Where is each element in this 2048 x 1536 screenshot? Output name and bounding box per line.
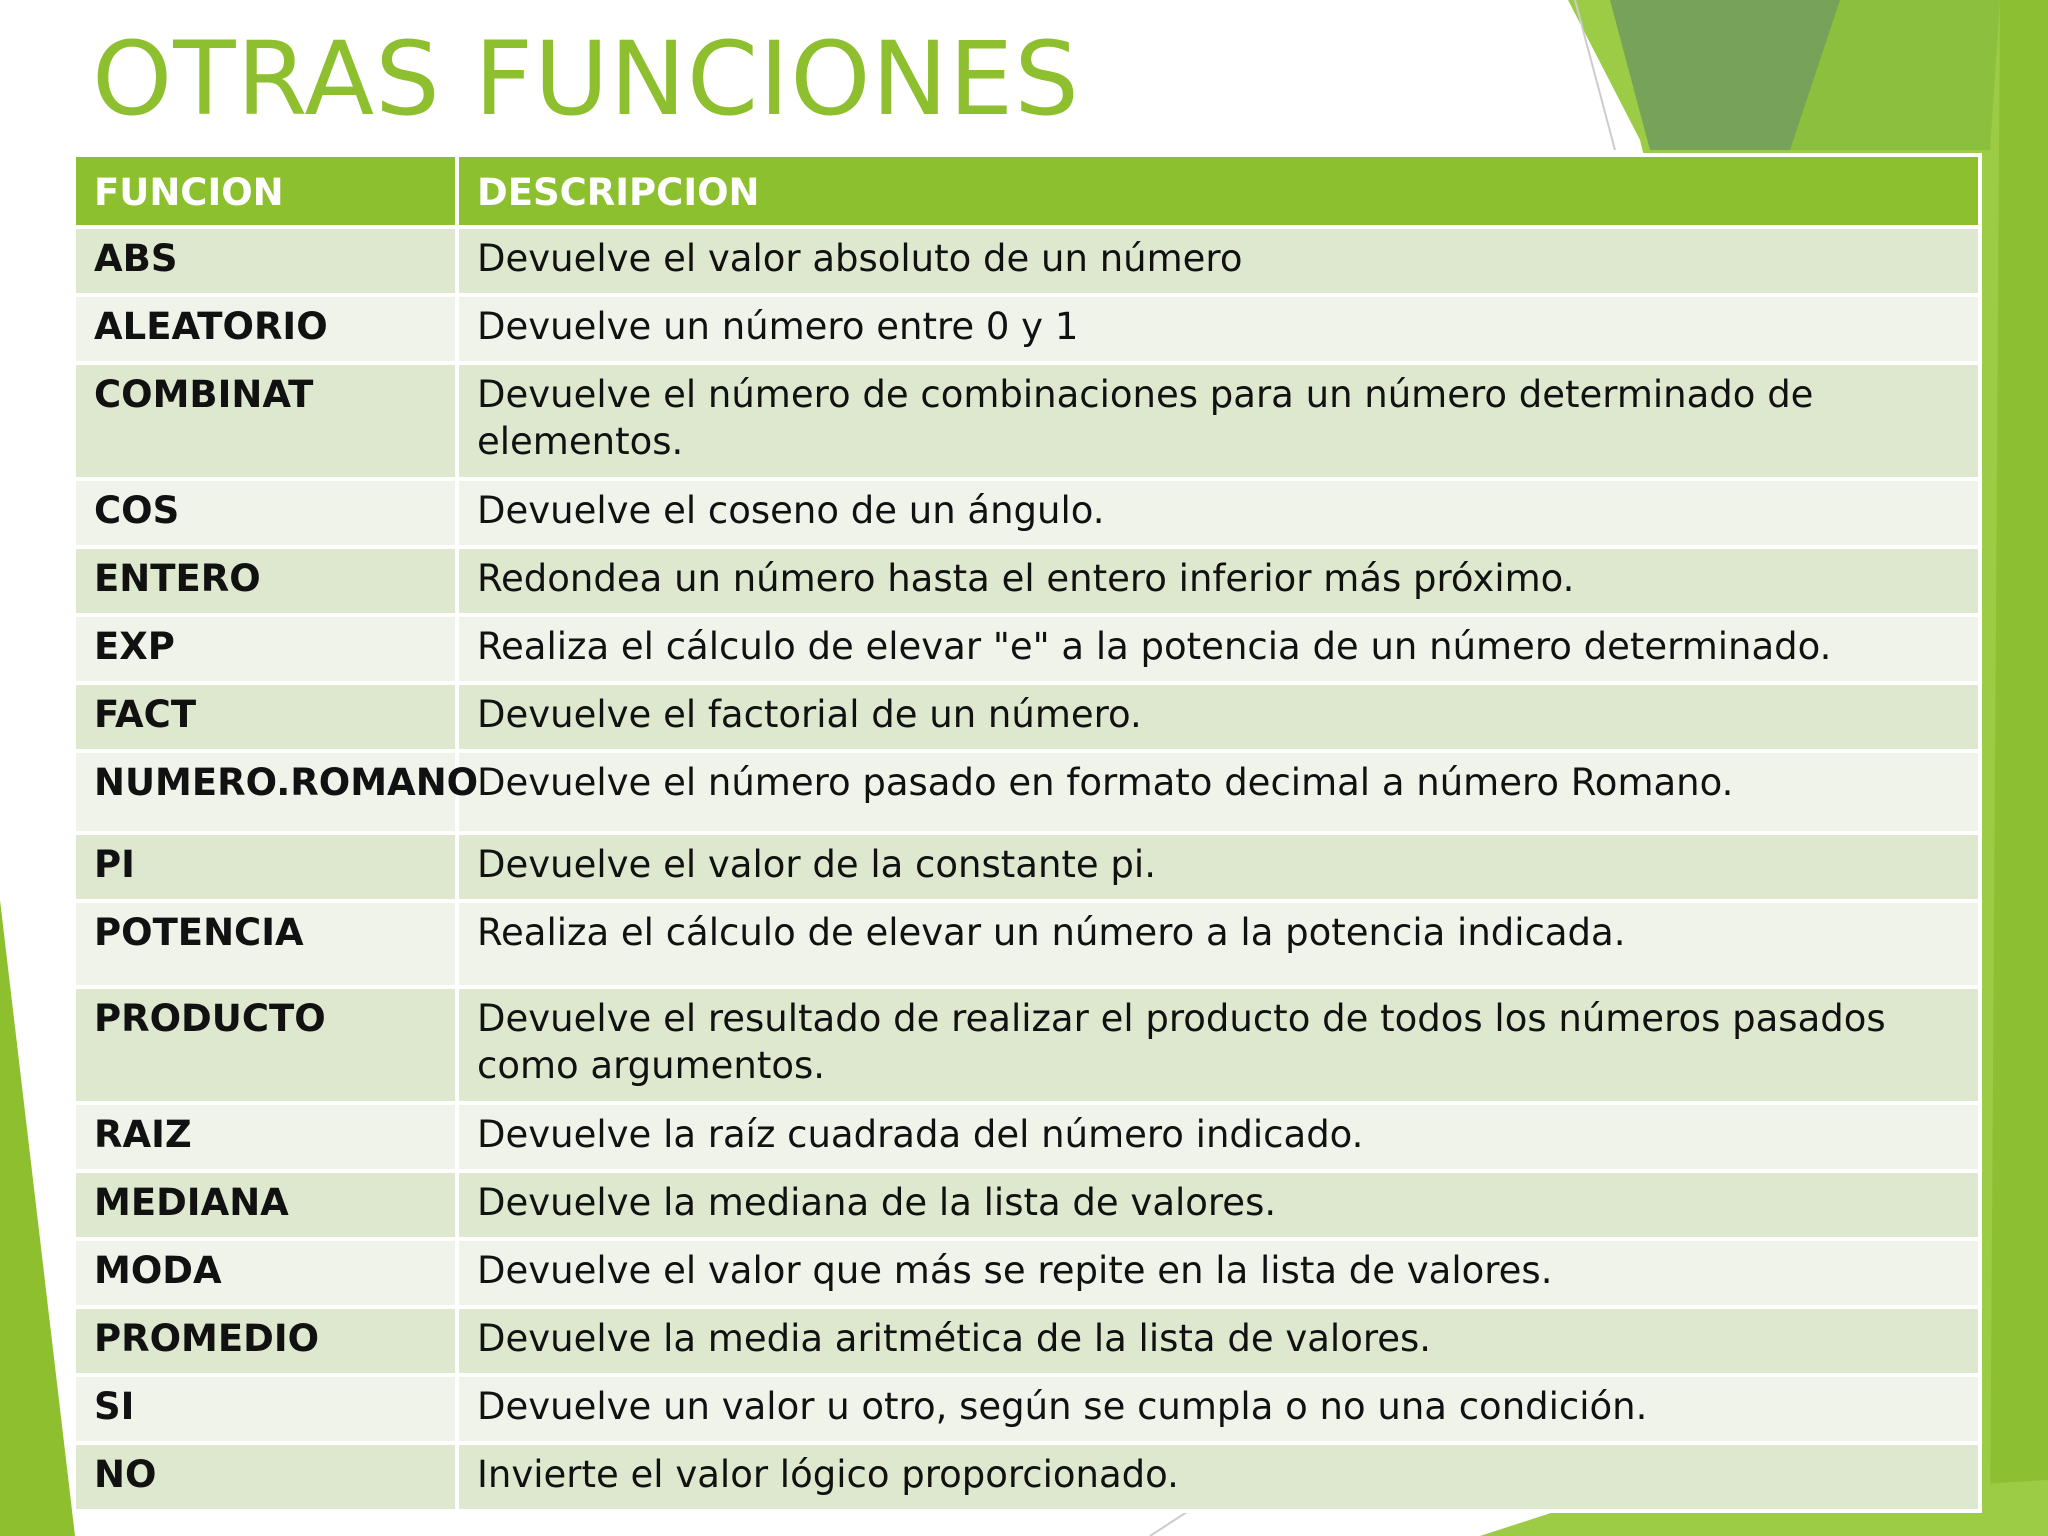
function-description: Devuelve un número entre 0 y 1 — [457, 295, 1980, 363]
slide-title: OTRAS FUNCIONES — [92, 20, 1080, 139]
function-name: PRODUCTO — [74, 987, 457, 1103]
table-row — [74, 1239, 1980, 1307]
function-name: ABS — [74, 227, 457, 295]
function-name: MODA — [74, 1239, 457, 1307]
function-name: COMBINAT — [74, 363, 457, 479]
function-name: PROMEDIO — [74, 1307, 457, 1375]
function-name: ENTERO — [74, 547, 457, 615]
function-description: Devuelve el número pasado en formato decimal a número Romano. — [457, 751, 1980, 833]
function-name: SI — [74, 1375, 457, 1443]
table-row — [74, 751, 1980, 833]
functions-table — [72, 153, 1982, 1513]
table-row — [74, 833, 1980, 901]
decor-thin-line-bottom — [1150, 1510, 1190, 1536]
table-row — [74, 363, 1980, 479]
function-name: NO — [74, 1443, 457, 1511]
table-row — [74, 295, 1980, 363]
function-name: MEDIANA — [74, 1171, 457, 1239]
table-row — [74, 1307, 1980, 1375]
function-name: FACT — [74, 683, 457, 751]
table-row — [74, 1443, 1980, 1511]
function-description: Devuelve un valor u otro, según se cumpla o no una condición. — [457, 1375, 1980, 1443]
table-row — [74, 683, 1980, 751]
table-header-row — [74, 155, 1980, 227]
function-description: Devuelve la mediana de la lista de valores. — [457, 1171, 1980, 1239]
function-description: Devuelve la media aritmética de la lista de valores. — [457, 1307, 1980, 1375]
function-description: Invierte el valor lógico proporcionado. — [457, 1443, 1980, 1511]
function-name: ALEATORIO — [74, 295, 457, 363]
function-name: PI — [74, 833, 457, 901]
table-row — [74, 227, 1980, 295]
column-header-funcion: FUNCION — [74, 155, 457, 227]
function-description: Devuelve el coseno de un ángulo. — [457, 479, 1980, 547]
function-description: Devuelve el valor que más se repite en la lista de valores. — [457, 1239, 1980, 1307]
table-row — [74, 547, 1980, 615]
function-name: POTENCIA — [74, 901, 457, 987]
function-description: Realiza el cálculo de elevar "e" a la potencia de un número determinado. — [457, 615, 1980, 683]
table-row — [74, 1375, 1980, 1443]
table-row — [74, 901, 1980, 987]
function-description: Devuelve el número de combinaciones para un número determinado de elementos. — [457, 363, 1980, 479]
function-description: Realiza el cálculo de elevar un número a la potencia indicada. — [457, 901, 1980, 987]
table-row — [74, 615, 1980, 683]
function-name: RAIZ — [74, 1103, 457, 1171]
function-name: EXP — [74, 615, 457, 683]
function-name: NUMERO.ROMANO — [74, 751, 457, 833]
table-row — [74, 479, 1980, 547]
table-row — [74, 1103, 1980, 1171]
table-row — [74, 987, 1980, 1103]
function-name: COS — [74, 479, 457, 547]
right-edge-shape — [1990, 0, 2048, 1536]
function-description: Devuelve el factorial de un número. — [457, 683, 1980, 751]
function-description: Devuelve el resultado de realizar el producto de todos los números pasados como argumentos. — [457, 987, 1980, 1103]
table-row — [74, 1171, 1980, 1239]
function-description: Redondea un número hasta el entero inferior más próximo. — [457, 547, 1980, 615]
left-edge-shape — [0, 900, 75, 1536]
function-description: Devuelve el valor de la constante pi. — [457, 833, 1980, 901]
function-description: Devuelve la raíz cuadrada del número indicado. — [457, 1103, 1980, 1171]
column-header-descripcion: DESCRIPCION — [457, 155, 1980, 227]
function-description: Devuelve el valor absoluto de un número — [457, 227, 1980, 295]
